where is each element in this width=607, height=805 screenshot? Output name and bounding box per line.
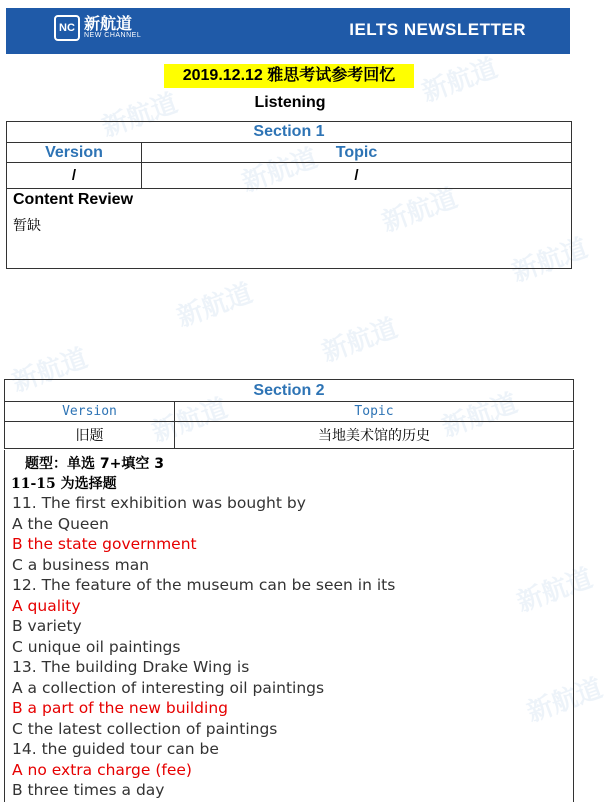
watermark-3: 新航道	[238, 143, 322, 199]
question-line: A a collection of interesting oil paintings	[12, 678, 325, 697]
section1-table	[6, 121, 572, 269]
nc-logo-icon: NC	[54, 15, 80, 41]
watermark-9: 新航道	[148, 393, 232, 449]
question-line: A quality	[12, 596, 81, 615]
newsletter-header	[6, 8, 570, 54]
content-review-cell	[7, 189, 572, 269]
watermark-4: 新航道	[378, 183, 462, 239]
watermark-2: 新航道	[418, 53, 502, 109]
content-review-text: 暂缺	[13, 218, 41, 234]
watermark-5: 新航道	[508, 233, 592, 289]
section2-version-header: Version	[5, 402, 175, 422]
question-line: A the Queen	[12, 514, 109, 533]
question-line: 11. The first exhibition was bought by	[12, 494, 306, 512]
question-list	[5, 493, 573, 801]
question-line: C a business man	[12, 555, 150, 574]
watermark-10: 新航道	[438, 388, 522, 444]
question-line: 13. The building Drake Wing is	[12, 658, 250, 676]
question-line: B the state government	[12, 535, 197, 553]
content-review-label: Content Review	[13, 191, 134, 208]
section1-title: Section 1	[7, 122, 572, 143]
section2-topic-header: Topic	[175, 402, 574, 422]
question-line: 12. The feature of the museum can be seen in its	[12, 576, 396, 594]
question-range: 11-15 为选择题	[11, 476, 117, 492]
logo-english-text: NEW CHANNEL	[84, 32, 142, 39]
question-line: 14. the guided tour can be	[12, 740, 219, 758]
watermark-6: 新航道	[173, 278, 257, 334]
watermark-8: 新航道	[8, 343, 92, 399]
watermark-12: 新航道	[523, 673, 607, 729]
section1-version-value: /	[7, 163, 142, 189]
section2-topic-value: 当地美术馆的历史	[175, 422, 574, 449]
question-line: C the latest collection of paintings	[12, 719, 278, 738]
section2-version-value: 旧题	[5, 422, 175, 449]
watermark-1: 新航道	[98, 88, 182, 144]
newsletter-title: IELTS NEWSLETTER	[349, 20, 526, 39]
question-line: C unique oil paintings	[12, 637, 181, 656]
question-type: 题型：单选 7+填空 3	[25, 456, 164, 472]
section1-topic-header: Topic	[142, 143, 572, 163]
watermark-11: 新航道	[513, 563, 597, 619]
watermark-7: 新航道	[318, 313, 402, 369]
section1-topic-value: /	[142, 163, 572, 189]
section2-content	[4, 450, 574, 802]
section2-table	[4, 379, 574, 449]
brand-logo	[54, 15, 141, 41]
question-line: B a part of the new building	[12, 699, 228, 717]
logo-chinese-text: 新航道	[84, 14, 133, 33]
section2-title: Section 2	[5, 380, 574, 402]
date-title: 2019.12.12 雅思考试参考回忆	[164, 64, 414, 88]
question-line: B variety	[12, 617, 82, 635]
section1-version-header: Version	[7, 143, 142, 163]
question-line: B three times a day	[12, 781, 165, 799]
subject-heading: Listening	[254, 94, 326, 111]
question-line: A no extra charge (fee)	[12, 760, 192, 779]
